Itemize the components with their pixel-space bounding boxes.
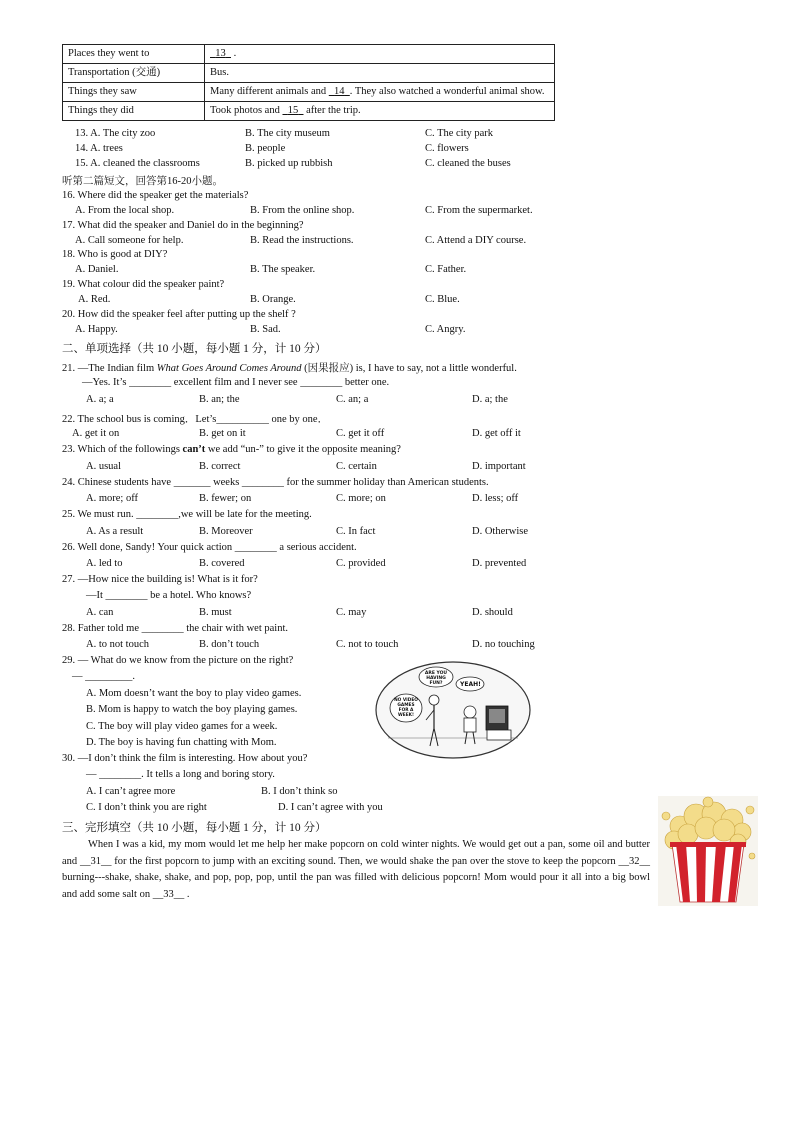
blank-13: 13 xyxy=(215,48,226,59)
question-29-option-d: D. The boy is having fun chatting with Mom. xyxy=(86,737,277,748)
blank-15: 15 xyxy=(287,105,299,116)
question-13-options: 13. A. The city zoo B. The city museum C. The city park xyxy=(75,128,494,139)
question-29-line2: — _________. xyxy=(72,671,135,682)
speech-bubble-1: ARE YOU HAVING FUN? xyxy=(424,671,448,686)
question-29-option-b: B. Mom is happy to watch the boy playing games. xyxy=(86,704,298,715)
table-row: Things they did Took photos and 15 after the trip. xyxy=(63,102,555,121)
question-29-option-a: A. Mom doesn’t want the boy to play video games. xyxy=(86,688,302,699)
speech-bubble-2: YEAH! xyxy=(460,681,481,688)
question-30-options-ab: A. I can’t agree more B. I don’t think so xyxy=(86,786,338,797)
question-29-option-c: C. The boy will play video games for a week. xyxy=(86,721,278,732)
question-19: 19. What colour did the speaker paint? xyxy=(62,279,225,290)
question-18: 18. Who is good at DIY? xyxy=(62,249,168,260)
table-row: Transportation (交通) Bus. xyxy=(63,64,555,83)
question-27-options: A. can B. must C. may D. should xyxy=(86,607,513,618)
listening-intro: 听第二篇短文，回答第16-20小题。 xyxy=(62,176,223,187)
question-22: 22. The school bus is coming．Let’s__________ one by one． xyxy=(62,414,329,425)
question-17-options: A. Call someone for help. B. Read the instructions. C. Attend a DIY course. xyxy=(75,235,527,246)
question-20-options: A. Happy. B. Sad. C. Angry. xyxy=(75,324,466,335)
question-24: 24. Chinese students have _______ weeks ________ for the summer holiday than American students. xyxy=(62,477,489,488)
cartoon-illustration xyxy=(374,660,532,760)
table-row: Things they saw Many different animals and 14 . They also watched a wonderful animal show. xyxy=(63,83,555,102)
question-18-options: A. Daniel. B. The speaker. C. Father. xyxy=(75,264,467,275)
question-26-options: A. led to B. covered C. provided D. prevented xyxy=(86,558,527,569)
question-23-options: A. usual B. correct C. certain D. important xyxy=(86,461,526,472)
question-25: 25. We must run. ________,we will be late for the meeting. xyxy=(62,509,312,520)
section-2-title: 二、单项选择（共 10 小题，每小题 1 分，计 10 分） xyxy=(62,343,327,355)
info-table xyxy=(62,44,555,121)
question-23: 23. Which of the followings can’t we add “un-” to give it the opposite meaning? xyxy=(62,444,401,455)
question-20: 20. How did the speaker feel after putting up the shelf ? xyxy=(62,309,296,320)
table-row: Places they went to 13 . xyxy=(63,45,555,64)
question-27-line2: —It ________ be a hotel. Who knows? xyxy=(86,590,252,601)
question-27: 27. —How nice the building is! What is it for? xyxy=(62,574,258,585)
question-28-options: A. to not touch B. don’t touch C. not to touch D. no touching xyxy=(86,639,535,650)
question-28: 28. Father told me ________ the chair with wet paint. xyxy=(62,623,288,634)
question-16-options: A. From the local shop. B. From the online shop. C. From the supermarket. xyxy=(75,205,533,216)
question-29: 29. — What do we know from the picture on the right? xyxy=(62,655,294,666)
question-21-line2: —Yes. It’s ________ excellent film and I never see ________ better one. xyxy=(82,377,390,388)
question-25-options: A. As a result B. Moreover C. In fact D. Otherwise xyxy=(86,526,528,537)
question-30: 30. —I don’t think the film is interesting. How about you? xyxy=(62,753,308,764)
speech-bubble-3: NO VIDEO GAMES FOR A WEEK! xyxy=(394,698,418,718)
question-24-options: A. more; off B. fewer; on C. more; on D. less; off xyxy=(86,493,519,504)
question-15-options: 15. A. cleaned the classrooms B. picked up rubbish C. cleaned the buses xyxy=(75,158,511,169)
question-21: 21. —The Indian film What Goes Around Comes Around (因果报应) is, I have to say, not a little wonderful. xyxy=(62,363,517,374)
question-22-options: A. get it on B. get on it C. get it off D. get off it xyxy=(72,428,521,439)
question-16: 16. Where did the speaker get the materials? xyxy=(62,190,249,201)
question-30-line2: — ________. It tells a long and boring story. xyxy=(86,769,275,780)
question-14-options: 14. A. trees B. people C. flowers xyxy=(75,143,469,154)
question-19-options: A. Red. B. Orange. C. Blue. xyxy=(78,294,460,305)
question-21-options: A. a; a B. an; the C. an; a D. a; the xyxy=(86,394,508,405)
question-26: 26. Well done, Sandy! Your quick action ________ a serious accident. xyxy=(62,542,357,553)
section-3-title: 三、完形填空（共 10 小题，每小题 1 分，计 10 分） xyxy=(62,822,327,834)
blank-14: 14 xyxy=(334,86,345,97)
cloze-passage: When I was a kid, my mom would let me help her make popcorn on cold winter nights. We would get out a pan, some oil and butter and __31__ for the first popcorn to jump with an exciting sound. Then, we would shake the pan over the stove to keep the popcorn __32__ burning---shake, shake, shake, and pop, pop, pop, until the pan was filled with delicious popcorn! Mom would pour it all into a big bowl and add some salt on __33__ . xyxy=(62,839,650,900)
question-30-options-cd: C. I don’t think you are right D. I can’t agree with you xyxy=(86,802,383,813)
question-17: 17. What did the speaker and Daniel do in the beginning? xyxy=(62,220,304,231)
popcorn-image xyxy=(658,796,758,906)
